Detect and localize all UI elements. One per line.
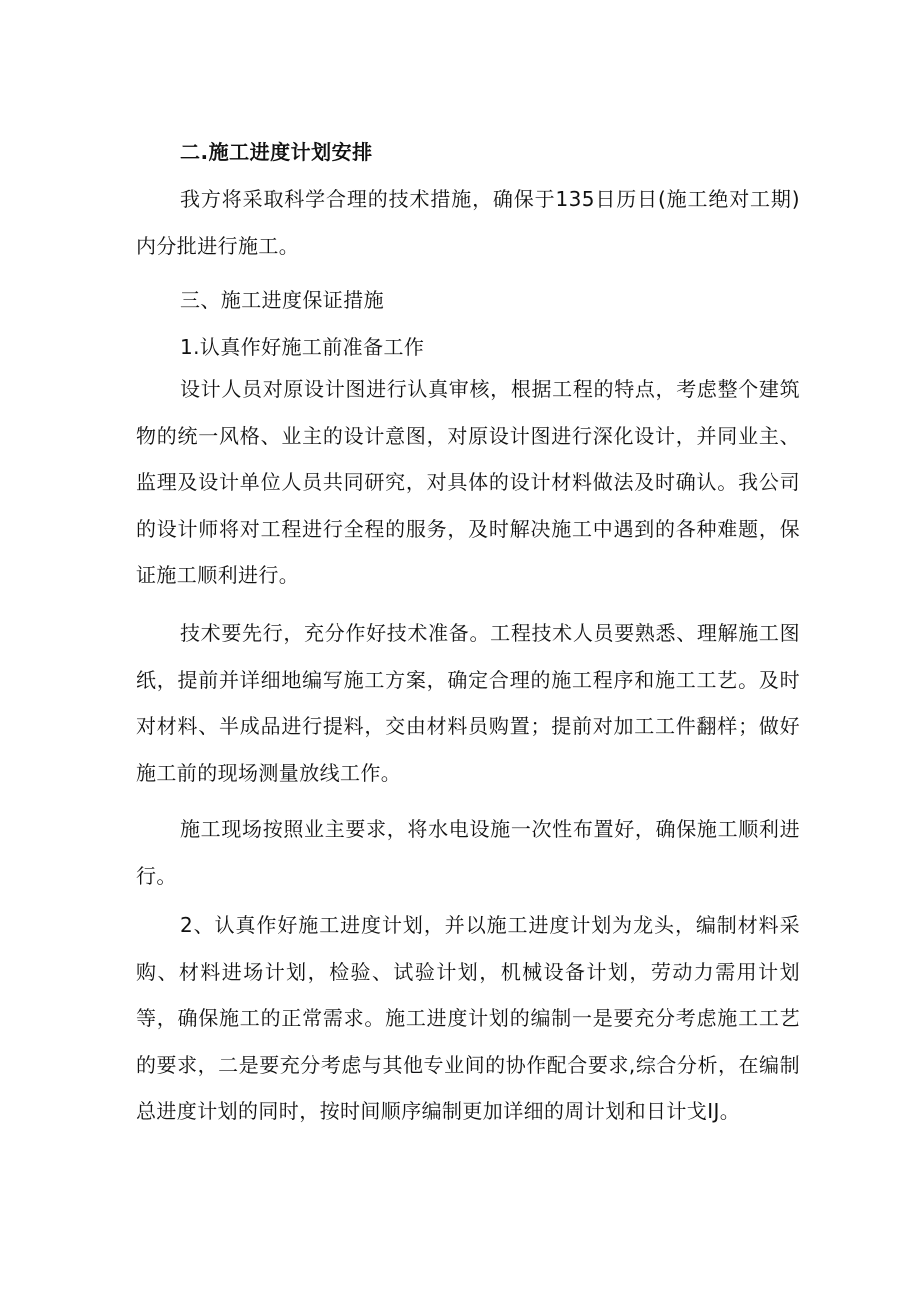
section-heading: 二.施工进度计划安排 bbox=[180, 140, 373, 164]
section-title: 三、施工进度保证措施 bbox=[180, 288, 384, 312]
design-review-paragraph: 设计人员对原设计图进行认真审核，根据工程的特点，考虑整个建筑物的统一风格、业主的设计意图，对原设计图进行深化设计，并同业主、监理及设计单位人员共同研究，对具体的设计材料做法及时确认。我公司的设计师将对工程进行全程的服务，及时解决施工中遇到的各种难题，保证施工顺利进行。 bbox=[136, 377, 800, 587]
technical-prep-paragraph: 技术要先行，充分作好技术准备。工程技术人员要熟悉、理解施工图纸，提前并详细地编写施工方案，确定合理的施工程序和施工工艺。及时对材料、半成品进行提料，交由材料员购置；提前对加工工件翻样；做好施工前的现场测量放线工作。 bbox=[136, 621, 800, 785]
subsection-title: 1.认真作好施工前准备工作 bbox=[180, 335, 425, 359]
schedule-plan-paragraph: 2、认真作好施工进度计划，并以施工进度计划为龙头，编制材料采购、材料进场计划，检验、试验计划，机械设备计划，劳动力需用计划等，确保施工的正常需求。施工进度计划的编制一是要充分考虑施工工艺的要求，二是要充分考虑与其他专业间的协作配合要求,综合分析，在编制总进度计划的同时，按时间顺序编制更加详细的周计划和日计戈IJ。 bbox=[136, 913, 800, 1123]
intro-paragraph: 我方将采取科学合理的技术措施，确保于135日历日(施工绝对工期)内分批进行施工。 bbox=[136, 187, 800, 258]
site-setup-paragraph: 施工现场按照业主要求，将水电设施一次性布置好，确保施工顺利进行。 bbox=[136, 817, 800, 888]
